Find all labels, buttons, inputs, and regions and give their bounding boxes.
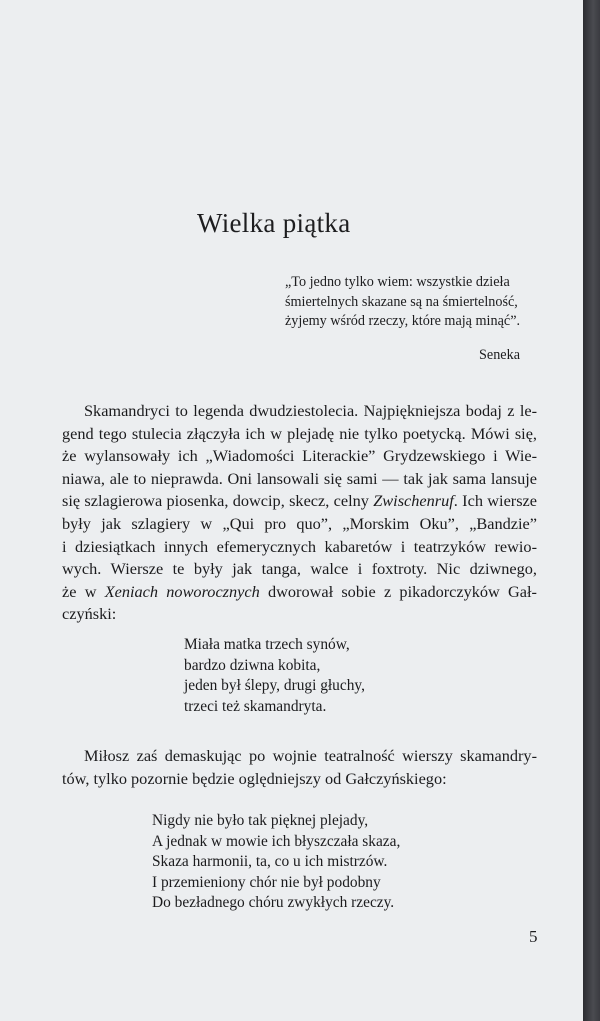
text-line: Skamandryci to legenda dwudziestolecia. Najpiękniejsza bodaj z le-	[84, 401, 537, 420]
verse-line: I przemieniony chór nie był podobny	[152, 873, 381, 891]
text-line	[62, 581, 537, 604]
text-line: czyński:	[62, 604, 117, 624]
text-line: gend tego stulecia złączyła ich w plejadę nie tylko poetycką. Mówi się,	[62, 423, 537, 443]
verse-line: Miała matka trzech synów,	[184, 636, 350, 653]
motto-quote	[285, 273, 537, 332]
motto-line: śmiertelnych skazane są na śmiertelność,	[285, 293, 518, 310]
italic-title: Xeniach noworocznych	[104, 581, 260, 601]
text-line: były jak szlagiery w „Qui pro quo”, „Morskim Oku”, „Bandzie”	[62, 513, 537, 533]
verse-line: Nigdy nie było tak pięknej plejady,	[152, 812, 369, 829]
verse-line: A jednak w mowie ich błyszczała skaza,	[152, 832, 401, 850]
text-line: że wylansowały ich „Wiadomości Literackie” Grydzewskiego i Wie-	[62, 446, 537, 466]
text-run: że w	[62, 581, 105, 601]
verse-line: bardzo dziwna kobita,	[184, 656, 321, 674]
book-edge-shadow	[583, 0, 600, 1021]
text-line	[62, 490, 537, 513]
verse-line: Skaza harmonii, ta, co u ich mistrzów.	[152, 853, 388, 870]
motto-line: żyjemy wśród rzeczy, które mają minąć”.	[285, 313, 521, 329]
verse-line: Do bezładnego chóru zwykłych rzeczy.	[152, 894, 395, 911]
motto-line: „To jedno tylko wiem: wszystkie dzieła	[285, 274, 510, 290]
verse-gałczyński	[184, 635, 365, 717]
chapter-title: Wielka piątka	[197, 208, 351, 238]
text-line: niawa, ale to nieprawda. Oni lansowali się sami — tak jak sama lansuje	[62, 468, 537, 488]
paragraph-1	[62, 400, 537, 626]
paragraph-2	[62, 745, 537, 790]
text-line: tów, tylko pozornie będzie oględniejszy od Gałczyńskiego:	[62, 768, 447, 788]
motto-author: Seneka	[479, 347, 520, 363]
italic-term: Zwischenruf	[373, 491, 454, 511]
text-run: się szlagierowa piosenka, dowcip, skecz, celny	[62, 491, 374, 511]
text-line: wych. Wiersze te były jak tanga, walce i foxtroty. Nic dziwnego,	[62, 559, 537, 579]
page-number: 5	[529, 927, 538, 946]
text-line: Miłosz zaś demaskując po wojnie teatralność wierszy skamandry-	[84, 746, 537, 765]
text-line: i dziesiątkach innych efemerycznych kabaretów i teatrzyków rewio-	[62, 536, 537, 556]
text-run: . Ich wiersze	[453, 491, 538, 511]
verse-line: jeden był ślepy, drugi głuchy,	[184, 677, 365, 694]
verse-milosz	[152, 811, 400, 914]
text-run: dworował sobie z pikadorczyków Gał-	[259, 581, 537, 601]
verse-line: trzeci też skamandryta.	[184, 697, 327, 715]
